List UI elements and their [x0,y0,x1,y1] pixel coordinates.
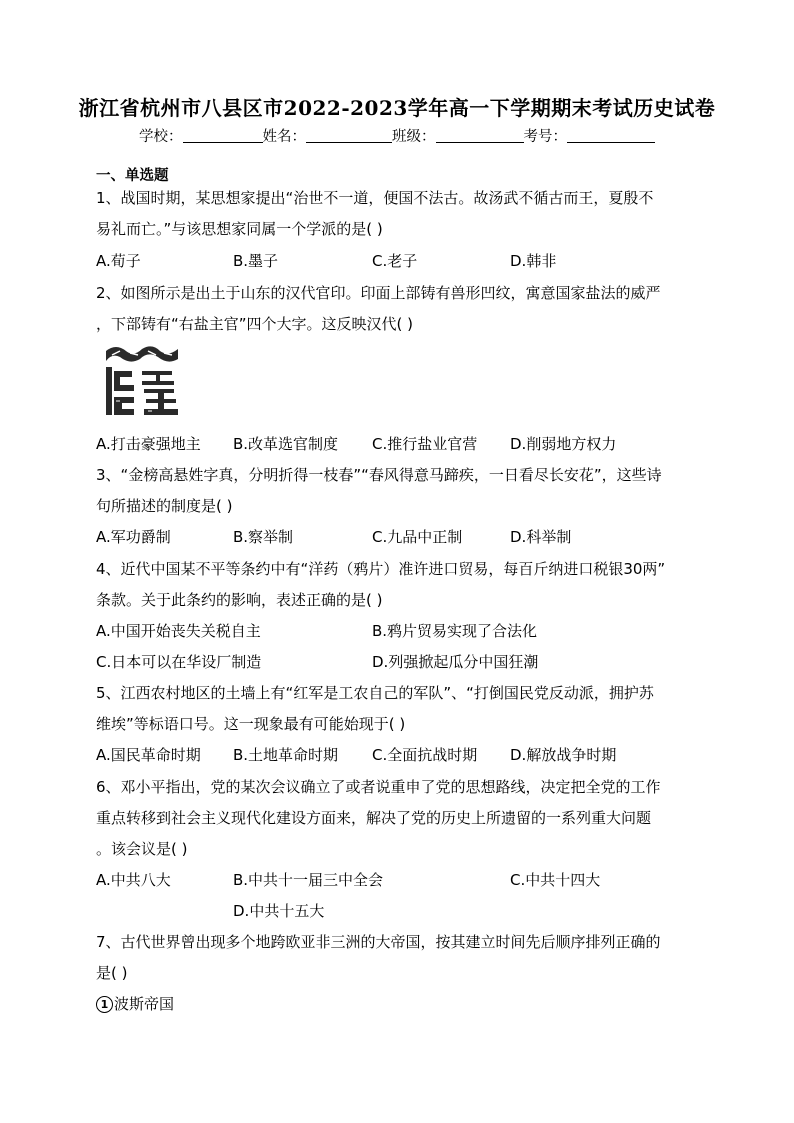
q6-option-c[interactable]: C.中共十四大 [510,871,601,889]
q3-option-a[interactable]: A.军功爵制 [96,528,171,546]
page-title: 浙江省杭州市八县区市2022-2023学年高一下学期期末考试历史试卷 [78,96,716,120]
q3-option-c[interactable]: C.九品中正制 [372,528,463,546]
question-3-line-2: 句所描述的制度是( ) [96,497,233,515]
q2-option-a[interactable]: A.打击豪强地主 [96,435,201,453]
question-1-line-1: 1、战国时期，某思想家提出“治世不一道，便国不法古。故汤武不循古而王，夏殷不 [96,189,654,207]
q1-option-c[interactable]: C.老子 [372,252,418,270]
question-6-line-2: 重点转移到社会主义现代化建设方面来，解决了党的历史上所遗留的一系列重大问题 [96,809,652,827]
question-6-line-1: 6、邓小平指出，党的某次会议确立了或者说重申了党的思想路线，决定把全党的工作 [96,778,661,796]
question-3-line-1: 3、“金榜高悬姓字真，分明折得一枝春”“春风得意马蹄疾，一日看尽长安花”，这些诗 [96,466,662,484]
q2-option-b[interactable]: B.改革选官制度 [233,435,339,453]
q1-option-b[interactable]: B.墨子 [233,252,279,270]
q4-option-c[interactable]: C.日本可以在华设厂制造 [96,653,262,671]
question-1-line-2: 易礼而亡。”与该思想家同属一个学派的是( ) [96,220,383,238]
exam-no-label: 考号： [523,129,567,145]
q6-option-b[interactable]: B.中共十一届三中全会 [233,871,384,889]
q2-option-d[interactable]: D.削弱地方权力 [510,435,617,453]
section-heading: 一、单选题 [96,168,169,184]
name-blank[interactable] [306,128,392,143]
question-2-line-1: 2、如图所示是出土于山东的汉代官印。印面上部铸有兽形凹纹，寓意国家盐法的威严 [96,284,661,302]
q1-option-d[interactable]: D.韩非 [510,252,557,270]
school-blank[interactable] [183,128,263,143]
exam-no-blank[interactable] [567,128,655,143]
q4-option-a[interactable]: A.中国开始丧失关税自主 [96,622,261,640]
question-5-line-1: 5、江西农村地区的土墙上有“红军是工农自己的军队”、“打倒国民党反动派，拥护苏 [96,684,654,702]
school-label: 学校： [139,129,183,145]
q1-option-a[interactable]: A.荀子 [96,252,141,270]
question-7-line-1: 7、古代世界曾出现多个地跨欧亚非三洲的大帝国，按其建立时间先后顺序排列正确的 [96,933,661,951]
class-label: 班级： [392,129,436,145]
q7-item-1 [96,994,174,1014]
class-blank[interactable] [436,128,524,143]
q6-option-a[interactable]: A.中共八大 [96,871,171,889]
question-7-line-2: 是( ) [96,964,128,982]
q5-option-b[interactable]: B.土地革命时期 [233,746,339,764]
q5-option-a[interactable]: A.国民革命时期 [96,746,201,764]
q7-item-1-text: 波斯帝国 [114,995,175,1013]
q2-option-c[interactable]: C.推行盐业官营 [372,435,478,453]
q3-option-d[interactable]: D.科举制 [510,528,572,546]
q4-option-b[interactable]: B.鸦片贸易实现了合法化 [372,622,538,640]
q3-option-b[interactable]: B.察举制 [233,528,294,546]
q4-option-d[interactable]: D.列强掀起瓜分中国狂潮 [372,653,539,671]
question-2-line-2: ，下部铸有“右盐主官”四个大字。这反映汉代( ) [96,315,414,333]
question-6-line-3: 。该会议是( ) [96,840,188,858]
q5-option-c[interactable]: C.全面抗战时期 [372,746,478,764]
question-5-line-2: 维埃”等标语口号。这一现象最有可能始现于( ) [96,715,406,733]
q6-option-d[interactable]: D.中共十五大 [233,902,325,920]
student-info-line [0,125,794,146]
q5-option-d[interactable]: D.解放战争时期 [510,746,617,764]
question-4-line-1: 4、近代中国某不平等条约中有“洋药（鸦片）准许进口贸易，每百斤纳进口税银30两” [96,560,666,578]
name-label: 姓名： [262,129,306,145]
circled-number-1: 1 [96,996,113,1013]
question-4-line-2: 条款。关于此条约的影响，表述正确的是( ) [96,591,383,609]
han-salt-seal-image [102,345,182,423]
